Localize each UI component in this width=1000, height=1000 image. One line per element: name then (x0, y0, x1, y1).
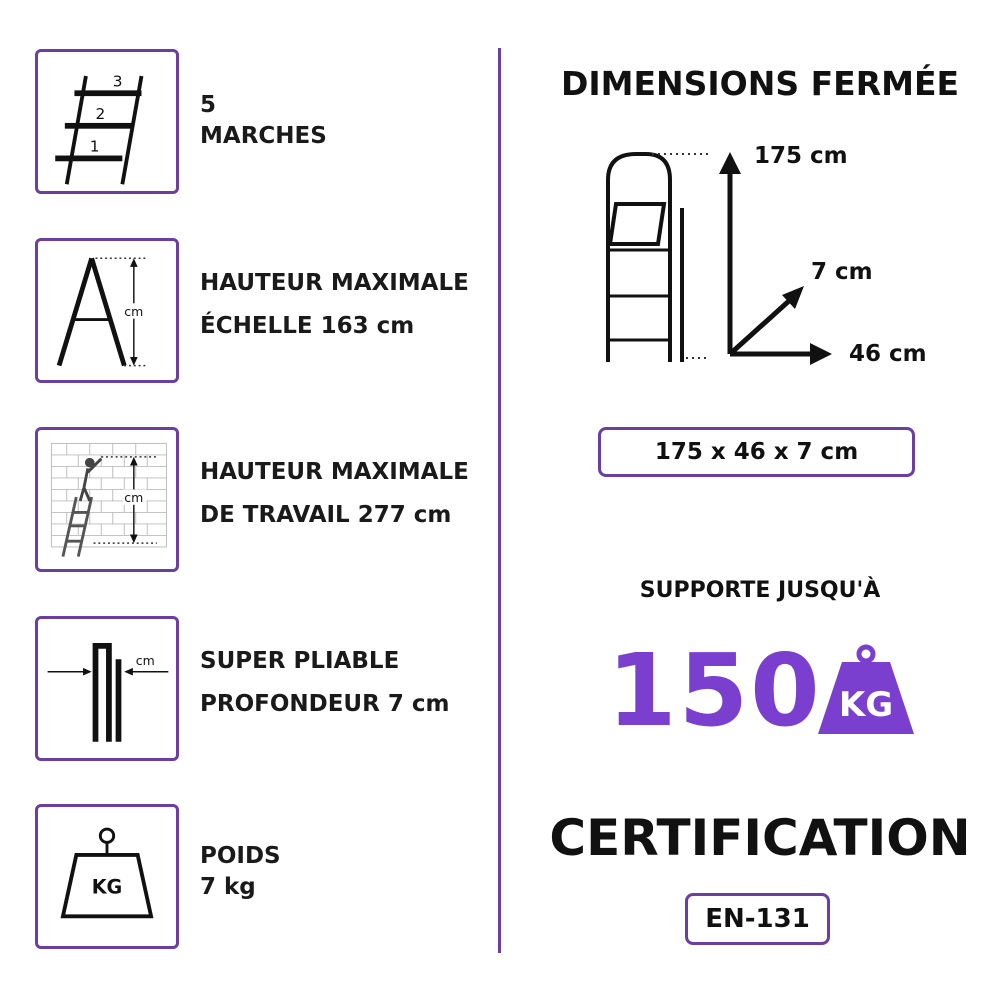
feature-line: 5 (200, 92, 217, 118)
feature-line: ÉCHELLE 163 cm (200, 313, 415, 340)
dimension-height-label: 175 cm (754, 143, 848, 169)
feature-text-working-height (200, 457, 469, 531)
step-number-1: 1 (89, 137, 100, 156)
weight-icon (38, 807, 176, 946)
dimensions-title: DIMENSIONS FERMÉE (560, 64, 960, 103)
dimensions-summary: 175 x 46 x 7 cm (598, 427, 915, 477)
feature-line: MARCHES (200, 123, 327, 150)
feature-line: 7 kg (200, 874, 256, 901)
dimension-width-label: 46 cm (849, 341, 927, 367)
ladder-height-icon (38, 241, 176, 380)
feature-line: PROFONDEUR 7 cm (200, 691, 450, 718)
step-number-2: 2 (95, 105, 106, 124)
feature-icon-box-folded-depth (35, 616, 179, 761)
unit-label: cm (135, 653, 155, 669)
folded-depth-icon (38, 619, 176, 758)
feature-text-weight (200, 841, 281, 903)
feature-line: HAUTEUR MAXIMALE (200, 270, 469, 296)
unit-label: cm (124, 489, 144, 505)
ladder-steps-icon (38, 52, 176, 191)
feature-icon-box-weight (35, 804, 179, 949)
working-height-icon (38, 430, 176, 569)
feature-line: HAUTEUR MAXIMALE (200, 459, 469, 485)
weight-label: KG (91, 875, 123, 899)
certification-title: CERTIFICATION (549, 809, 971, 867)
dimension-depth-label: 7 cm (811, 259, 873, 285)
kg-weight-icon (818, 642, 914, 738)
column-divider (498, 48, 501, 953)
feature-text-steps (200, 90, 327, 152)
step-number-3: 3 (112, 72, 123, 91)
feature-icon-box-steps (35, 49, 179, 194)
feature-text-folded-depth (200, 646, 449, 720)
load-unit: KG (838, 685, 894, 725)
feature-text-ladder-height (200, 268, 469, 342)
feature-line: DE TRAVAIL 277 cm (200, 502, 452, 529)
feature-line: POIDS (200, 843, 281, 869)
feature-icon-box-working-height (35, 427, 179, 572)
feature-line: SUPER PLIABLE (200, 648, 400, 674)
unit-label: cm (124, 303, 144, 319)
certification-standard: EN-131 (685, 893, 830, 945)
feature-icon-box-ladder-height (35, 238, 179, 383)
load-label: SUPPORTE JUSQU'À (639, 578, 881, 603)
load-value: 150 (607, 632, 822, 749)
